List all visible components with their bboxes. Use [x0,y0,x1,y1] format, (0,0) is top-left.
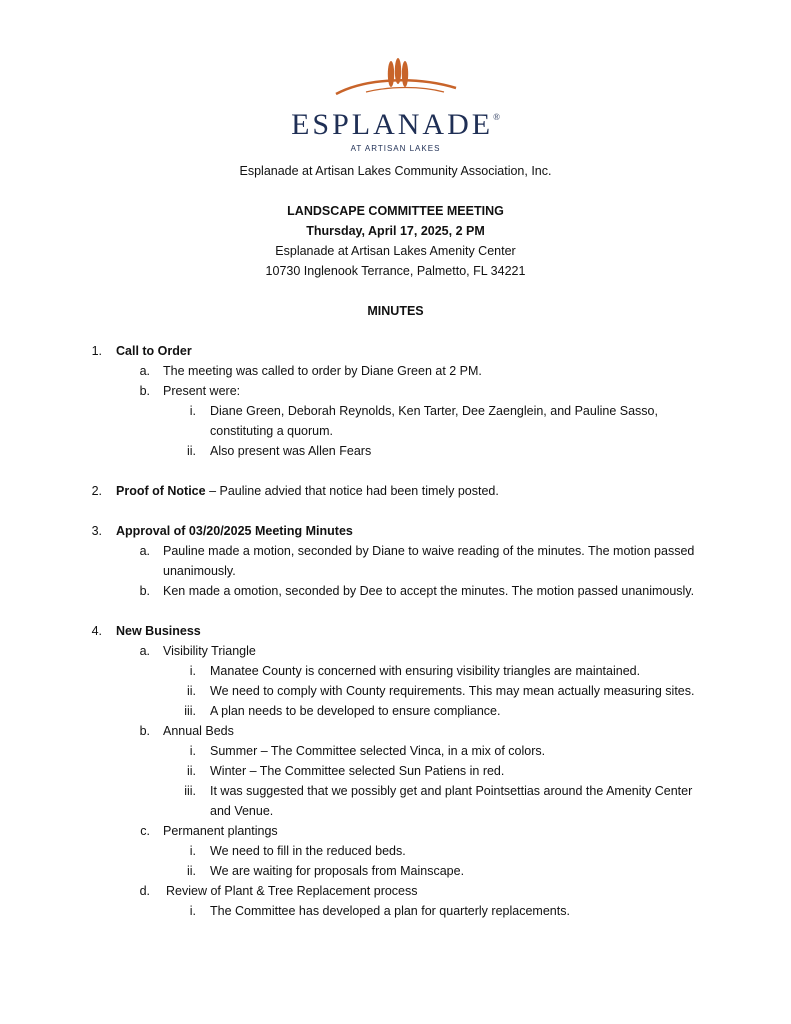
meeting-date-time: Thursday, April 17, 2025, 2 PM [306,224,485,238]
meeting-location: Esplanade at Artisan Lakes Amenity Center [275,244,516,258]
esplanade-logo [0,58,791,153]
minutes-page: ESPLANADE® AT ARTISAN LAKES Esplanade at Artisan Lakes Community Association, Inc. LANDSCAPE COMMITTEE MEETING Thursday, April 17, 2025, 2 PM Esplanade at Artisan Lakes Amenity Center 10730 Inglenook Terrance, Palmetto, FL 34221 MINUTES 1. Call to Order a. The meeting was called to order by Diane Green at 2 PM. b. Present were: i. Diane Green, Deborah Reynolds, Ken Tarter, Dee Zaenglein, and Pauline Sasso, constituting a quorum. ii. Also present was Allen Fears 2. Proof of Notice – Pauline advied that notice had been timely posted. 3. Approval of 03/20/2025 Meeting Minutes a. Pauline made a motion, seconded by Diane to waive reading of the minutes. The motion passed unanimously. b. Ken made a omotion, seconded by Dee to accept the minutes. The motion passed unanimously. 4. New Business a. Visibility Triangle i. Manatee County is concerned with ensuring visibility triangles are maintained. ii. We need to comply with County requirements. This may mean actually measuring sites. iii. A plan needs to be developed to ensure compliance. b. Annual Beds i. Summer – The Committee selected Vinca, in a mix of colors. ii. Winter – The Committee selected Sun Patiens in red. iii. It was suggested that we possibly get and plant Pointsettias around the Amenity Center and Venue. c. Permanent plantings i. We need to fill in the reduced beds. ii. We are waiting for proposals from Mainscape. d. Review of Plant & Tree Replacement process i. The Committee has developed a plan for quarterly replacements. [0,0,791,1024]
cypress-trees-logo-icon [326,58,466,100]
minutes-heading: MINUTES [367,304,424,318]
meeting-address: 10730 Inglenook Terrance, Palmetto, FL 34221 [265,264,526,278]
association-name: Esplanade at Artisan Lakes Community Association, Inc. [239,164,552,178]
brand-name: ESPLANADE® [291,108,500,141]
meeting-title: LANDSCAPE COMMITTEE MEETING [287,204,504,218]
brand-tagline: AT ARTISAN LAKES [350,144,441,153]
